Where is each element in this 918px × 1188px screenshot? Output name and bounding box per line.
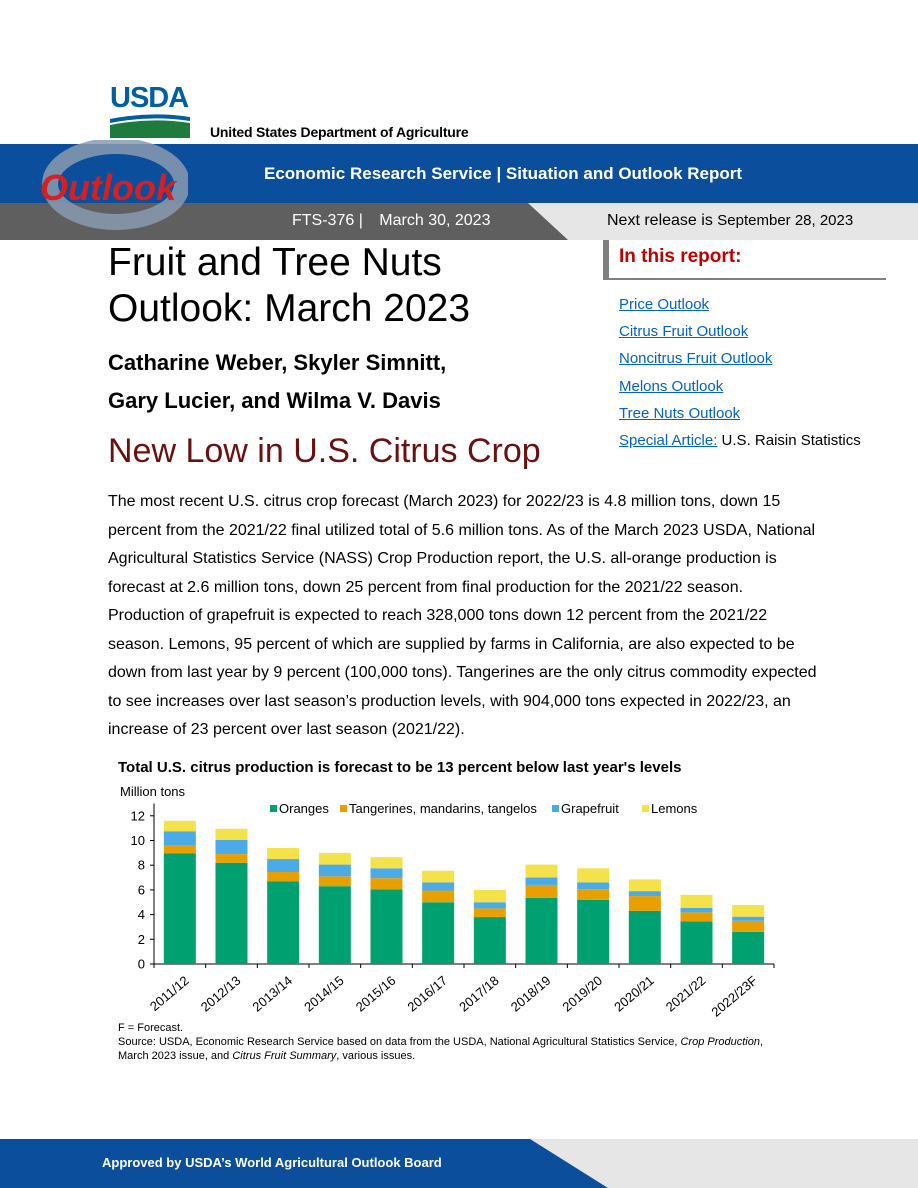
y-tick-label: 0 — [137, 956, 145, 972]
bar-segment-oranges — [164, 853, 196, 964]
link-citrus-fruit-outlook[interactable]: Citrus Fruit Outlook — [619, 323, 749, 341]
bar-segment-tangerines — [164, 845, 196, 853]
link-special-article[interactable]: Special Article: — [619, 432, 718, 450]
x-tick-label: 2020/21 — [611, 972, 657, 1015]
y-tick-label: 4 — [137, 907, 145, 923]
bar-segment-grapefruit — [164, 831, 196, 845]
report-id: FTS-376 | — [292, 212, 363, 229]
chart-notes — [118, 1021, 778, 1063]
bar-segment-lemons — [681, 895, 713, 908]
bar-segment-grapefruit — [371, 868, 403, 878]
bar-segment-grapefruit — [526, 878, 558, 885]
bar-segment-grapefruit — [422, 882, 454, 890]
bar-segment-lemons — [526, 865, 558, 878]
y-tick-label: 8 — [137, 857, 145, 873]
y-tick-label: 12 — [130, 808, 145, 824]
bar-segment-lemons — [164, 821, 196, 831]
bar-segment-grapefruit — [319, 865, 351, 877]
bar-segment-lemons — [216, 829, 248, 840]
legend-swatch — [340, 805, 347, 812]
bar-segment-tangerines — [267, 872, 299, 881]
bar-segment-tangerines — [216, 854, 248, 863]
report-meta — [292, 212, 490, 230]
legend-label: Lemons — [651, 801, 698, 816]
footer-text: Approved by USDA’s World Agricultural Outlook Board — [102, 1155, 442, 1170]
x-tick-label: 2018/19 — [507, 972, 554, 1015]
y-tick-label: 6 — [137, 882, 145, 898]
headline: New Low in U.S. Citrus Crop — [108, 432, 541, 470]
bar-segment-oranges — [526, 898, 558, 964]
report-links — [619, 291, 861, 454]
report-heading: In this report: — [619, 246, 742, 267]
legend-label: Tangerines, mandarins, tangelos — [349, 801, 537, 816]
x-tick-label: 2022/23F — [708, 972, 761, 1020]
bar-segment-tangerines — [526, 885, 558, 898]
x-tick-label: 2011/12 — [146, 972, 192, 1014]
bar-segment-grapefruit — [681, 908, 713, 913]
bar-segment-tangerines — [474, 908, 506, 917]
bar-segment-oranges — [319, 886, 351, 964]
outlook-logo-text: Outlook — [40, 167, 176, 208]
bar-segment-grapefruit — [577, 882, 609, 889]
authors-line-1: Catharine Weber, Skyler Simnitt, — [108, 350, 447, 375]
usda-logo — [110, 84, 190, 138]
x-tick-label: 2021/22 — [662, 972, 709, 1015]
bar-segment-tangerines — [577, 889, 609, 899]
bar-segment-lemons — [371, 857, 403, 868]
bar-segment-lemons — [267, 848, 299, 859]
bar-segment-lemons — [577, 868, 609, 882]
title-line-2: Outlook: March 2023 — [108, 287, 471, 330]
outlook-logo — [28, 140, 188, 230]
bar-segment-lemons — [422, 871, 454, 883]
report-date: March 30, 2023 — [379, 212, 491, 229]
bar-segment-oranges — [371, 889, 403, 964]
authors-line-2: Gary Lucier, and Wilma V. Davis — [108, 388, 441, 413]
usda-logo-text: USDA — [110, 82, 189, 114]
bar-segment-tangerines — [319, 876, 351, 886]
legend-swatch — [642, 805, 649, 812]
y-axis-label: Million tons — [120, 784, 186, 799]
page-title — [108, 240, 588, 332]
department-name: United States Department of Agriculture — [210, 124, 469, 140]
bar-segment-grapefruit — [267, 859, 299, 872]
x-tick-label: 2016/17 — [404, 972, 451, 1015]
bar-segment-grapefruit — [216, 840, 248, 854]
bar-segment-oranges — [474, 917, 506, 964]
report-box-rule — [603, 278, 886, 280]
special-article-title: U.S. Raisin Statistics — [717, 432, 861, 450]
y-tick-label: 2 — [137, 931, 145, 947]
next-release — [607, 212, 853, 230]
x-tick-label: 2012/13 — [197, 972, 244, 1015]
bar-segment-lemons — [319, 853, 351, 865]
title-line-1: Fruit and Tree Nuts — [108, 241, 442, 284]
source-note: Source: USDA, Economic Research Service based on data from the USDA, National Agricultural Statistics Service, Crop Production, March 2023 issue, and Citrus Fruit Summary, various issues. — [118, 1036, 764, 1062]
link-melons-outlook[interactable]: Melons Outlook — [619, 377, 724, 395]
bar-segment-oranges — [267, 881, 299, 964]
x-tick-label: 2013/14 — [249, 972, 296, 1015]
bar-segment-oranges — [216, 863, 248, 964]
service-line: Economic Research Service | Situation and Outlook Report — [264, 164, 743, 183]
citrus-production-chart — [100, 780, 800, 1020]
bar-segment-lemons — [732, 905, 764, 917]
bar-segment-tangerines — [422, 891, 454, 903]
link-tree-nuts-outlook[interactable]: Tree Nuts Outlook — [619, 404, 741, 422]
legend-label: Oranges — [279, 801, 329, 816]
x-tick-label: 2019/20 — [559, 972, 606, 1015]
bar-segment-grapefruit — [732, 917, 764, 921]
bar-segment-tangerines — [681, 912, 713, 921]
chart-title: Total U.S. citrus production is forecast to be 13 percent below last year's levels — [118, 759, 682, 776]
legend-swatch — [552, 805, 559, 812]
bar-segment-tangerines — [371, 878, 403, 889]
link-price-outlook[interactable]: Price Outlook — [619, 296, 710, 313]
x-tick-label: 2014/15 — [301, 972, 347, 1015]
bar-segment-grapefruit — [629, 891, 661, 896]
bar-segment-grapefruit — [474, 902, 506, 908]
x-tick-label: 2015/16 — [352, 972, 399, 1015]
next-release-date: September 28, 2023 — [717, 212, 854, 229]
bar-segment-tangerines — [732, 921, 764, 932]
x-tick-label: 2017/18 — [456, 972, 502, 1015]
bar-segment-oranges — [422, 902, 454, 964]
body-paragraph: The most recent U.S. citrus crop forecast (March 2023) for 2022/23 is 4.8 million tons, down 15 percent from the 2021/22 final utilized total of 5.6 million tons. As of the March 2023 USDA, National Agricultural Statistics Service (NASS) Crop Production report, the U.S. all-orange production is forecast at 2.6 million tons, down 25 percent from final production for the 2021/22 season. Production of grapefruit is expected to reach 328,000 tons down 12 percent from the 2021/22 season. Lemons, 95 percent of which are supplied by farms in California, are also expected to be down from last year by 9 percent (100,000 tons). Tangerines are the only citrus commodity expected to see increases over last season’s production levels, with 904,000 tons expected in 2022/23, an increase of 23 percent over last season (2021/22). — [108, 493, 817, 738]
authors — [108, 344, 588, 420]
bar-segment-lemons — [474, 890, 506, 902]
legend-label: Grapefruit — [561, 801, 619, 816]
bar-segment-oranges — [577, 900, 609, 964]
report-box-accent — [603, 240, 609, 280]
usda-logo-landscape — [110, 113, 190, 138]
legend-swatch — [270, 805, 277, 812]
bar-segment-oranges — [629, 911, 661, 964]
bar-segment-oranges — [732, 932, 764, 964]
bar-segment-tangerines — [629, 896, 661, 911]
bar-segment-oranges — [681, 921, 713, 964]
forecast-note: F = Forecast. — [118, 1022, 184, 1034]
next-release-label: Next release is — [607, 212, 713, 229]
bar-segment-lemons — [629, 879, 661, 891]
link-noncitrus-fruit-outlook[interactable]: Noncitrus Fruit Outlook — [619, 350, 773, 368]
y-tick-label: 10 — [130, 833, 145, 848]
